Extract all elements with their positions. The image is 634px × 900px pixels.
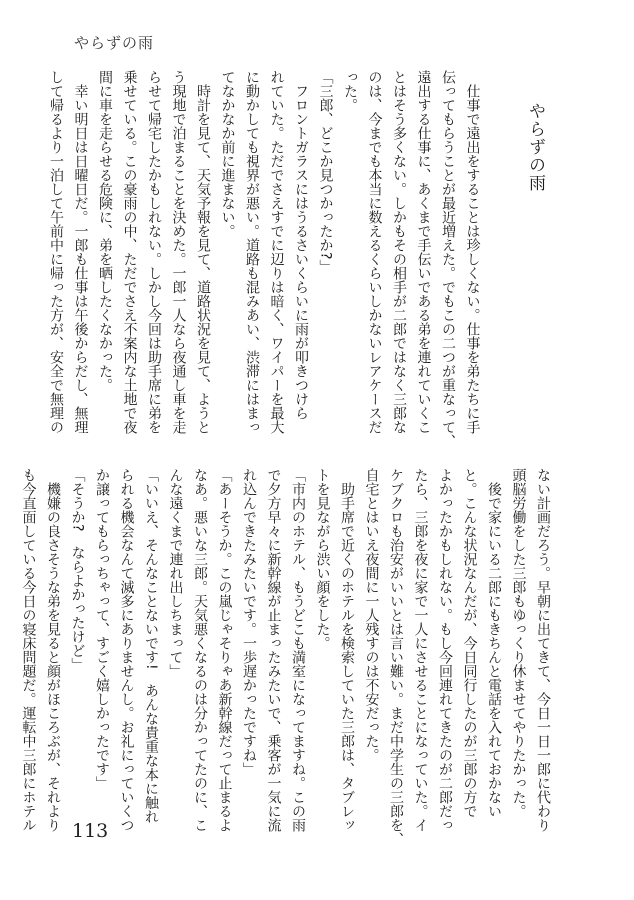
text-line: 伝ってもらうことが最近増えた。でもこの二つが重なって、 bbox=[440, 70, 456, 448]
text-line: ない計画だろう。早朝に出てきて、今日一日一郎に代わり bbox=[535, 468, 551, 832]
text-line: で夕方早々に新幹線が止まったみたいで、乗客が一気に流 bbox=[265, 468, 282, 832]
text-line: 時計を見て、天気予報を見て、道路状況を見て、ようと bbox=[195, 70, 211, 434]
text-line: 後で家にいる二郎にもきちんと電話を入れておかない bbox=[486, 468, 502, 818]
text-line: と。こんな状況なんだが、今日同行したのが三郎の方で bbox=[461, 468, 478, 818]
text-line: 機嫌の良さそうな弟を見ると顔がほころぶが、それより bbox=[45, 468, 61, 832]
text-line: 「市内のホテル、もうどこも満室になってますね。この雨 bbox=[290, 468, 306, 832]
running-head: やらずの雨 bbox=[74, 34, 155, 52]
text-line: 「あーそうか。この嵐じゃそりゃあ新幹線だって止まるよ bbox=[216, 468, 233, 832]
text-line: 幸い明日は日曜日だ。一郎も仕事は午後からだし、無理 bbox=[72, 70, 89, 434]
text-line: トを見ながら渋い顔をした。 bbox=[314, 468, 331, 650]
text-line: か譲ってもらっちゃって、すごく嬉しかったです」 bbox=[94, 468, 110, 790]
text-line: れていた。ただでさえすでに辺りは暗く、ワイパーを最大 bbox=[268, 70, 285, 434]
text-line: よかったかもしれない。もし今回連れてきたのが二郎だっ bbox=[437, 468, 453, 832]
text-line: ケブクロも治安がいいとは言い難い。まだ中学生の三郎を、 bbox=[388, 468, 404, 846]
text-line: った。 bbox=[342, 70, 358, 112]
text-line: んな遠くまで連れ出しちまって」 bbox=[167, 468, 184, 678]
chapter-title: やらずの雨 bbox=[525, 102, 545, 192]
text-line: なあ。悪いな三郎。天気悪くなるのは分かってたのに、こ bbox=[192, 468, 208, 832]
text-line: たら、三郎を夜に家で一人にさせることになっていた。イ bbox=[412, 468, 429, 832]
text-line: 「いいえ、そんなことないです! あんな貴重な本に触れ bbox=[143, 468, 159, 824]
text-line: う現地で泊まることを決めた。一郎一人なら夜通し車を走 bbox=[170, 70, 187, 434]
text-line: に動かしても視界が悪い。道路も混みあい、渋滞にはまっ bbox=[244, 70, 260, 434]
text-line: 頭脳労働をした三郎もゆっくり休ませてやりたかった。 bbox=[510, 468, 527, 818]
text-line: 「そうか? ならよかったけど」 bbox=[69, 468, 86, 672]
text-line: 助手席で近くのホテルを検索していた三郎は、タブレッ bbox=[339, 468, 355, 832]
page-number: 113 bbox=[72, 820, 109, 842]
text-line: 間に車を走らせる危険に、弟を晒したくなかった。 bbox=[97, 70, 113, 392]
text-line: らせて帰宅したかもしれない。しかし今回は助手席に弟を bbox=[146, 70, 162, 434]
text-line: てなかなか前に進まない。 bbox=[219, 70, 236, 238]
upper-text-block bbox=[48, 70, 555, 450]
text-line: 乗せている。この豪雨の中、ただでさえ不案内な土地で夜 bbox=[121, 70, 138, 434]
text-line: 仕事で遠出をすることは珍しくない。仕事を弟たちに手 bbox=[464, 70, 481, 434]
text-line: られる機会なんて滅多にありませんし。お礼にっていくつ bbox=[118, 468, 135, 832]
text-line: も今直面している今日の寝床問題だ。運転中三郎にホテル bbox=[20, 468, 37, 832]
text-line: 「三郎、どこか見つかったか?」 bbox=[317, 70, 334, 274]
text-line: とはそう多くない。しかもその相手が二郎ではなく三郎な bbox=[391, 70, 407, 434]
text-line: フロントガラスにはうるさいくらいに雨が叩きつけら bbox=[293, 70, 309, 420]
text-line: 自宅とはいえ夜間に一人残すのは不安だった。 bbox=[363, 468, 380, 762]
text-line: して帰るより一泊して午前中に帰った方が、安全で無理の bbox=[48, 70, 64, 434]
text-line: 遠出する仕事に、あくまで手伝いである弟を連れていくこ bbox=[415, 70, 432, 434]
text-line: のは、今までも本当に数えるくらいしかないレアケースだ bbox=[366, 70, 383, 434]
text-line: れ込んできたみたいです。一歩遅かったですね」 bbox=[241, 468, 257, 776]
